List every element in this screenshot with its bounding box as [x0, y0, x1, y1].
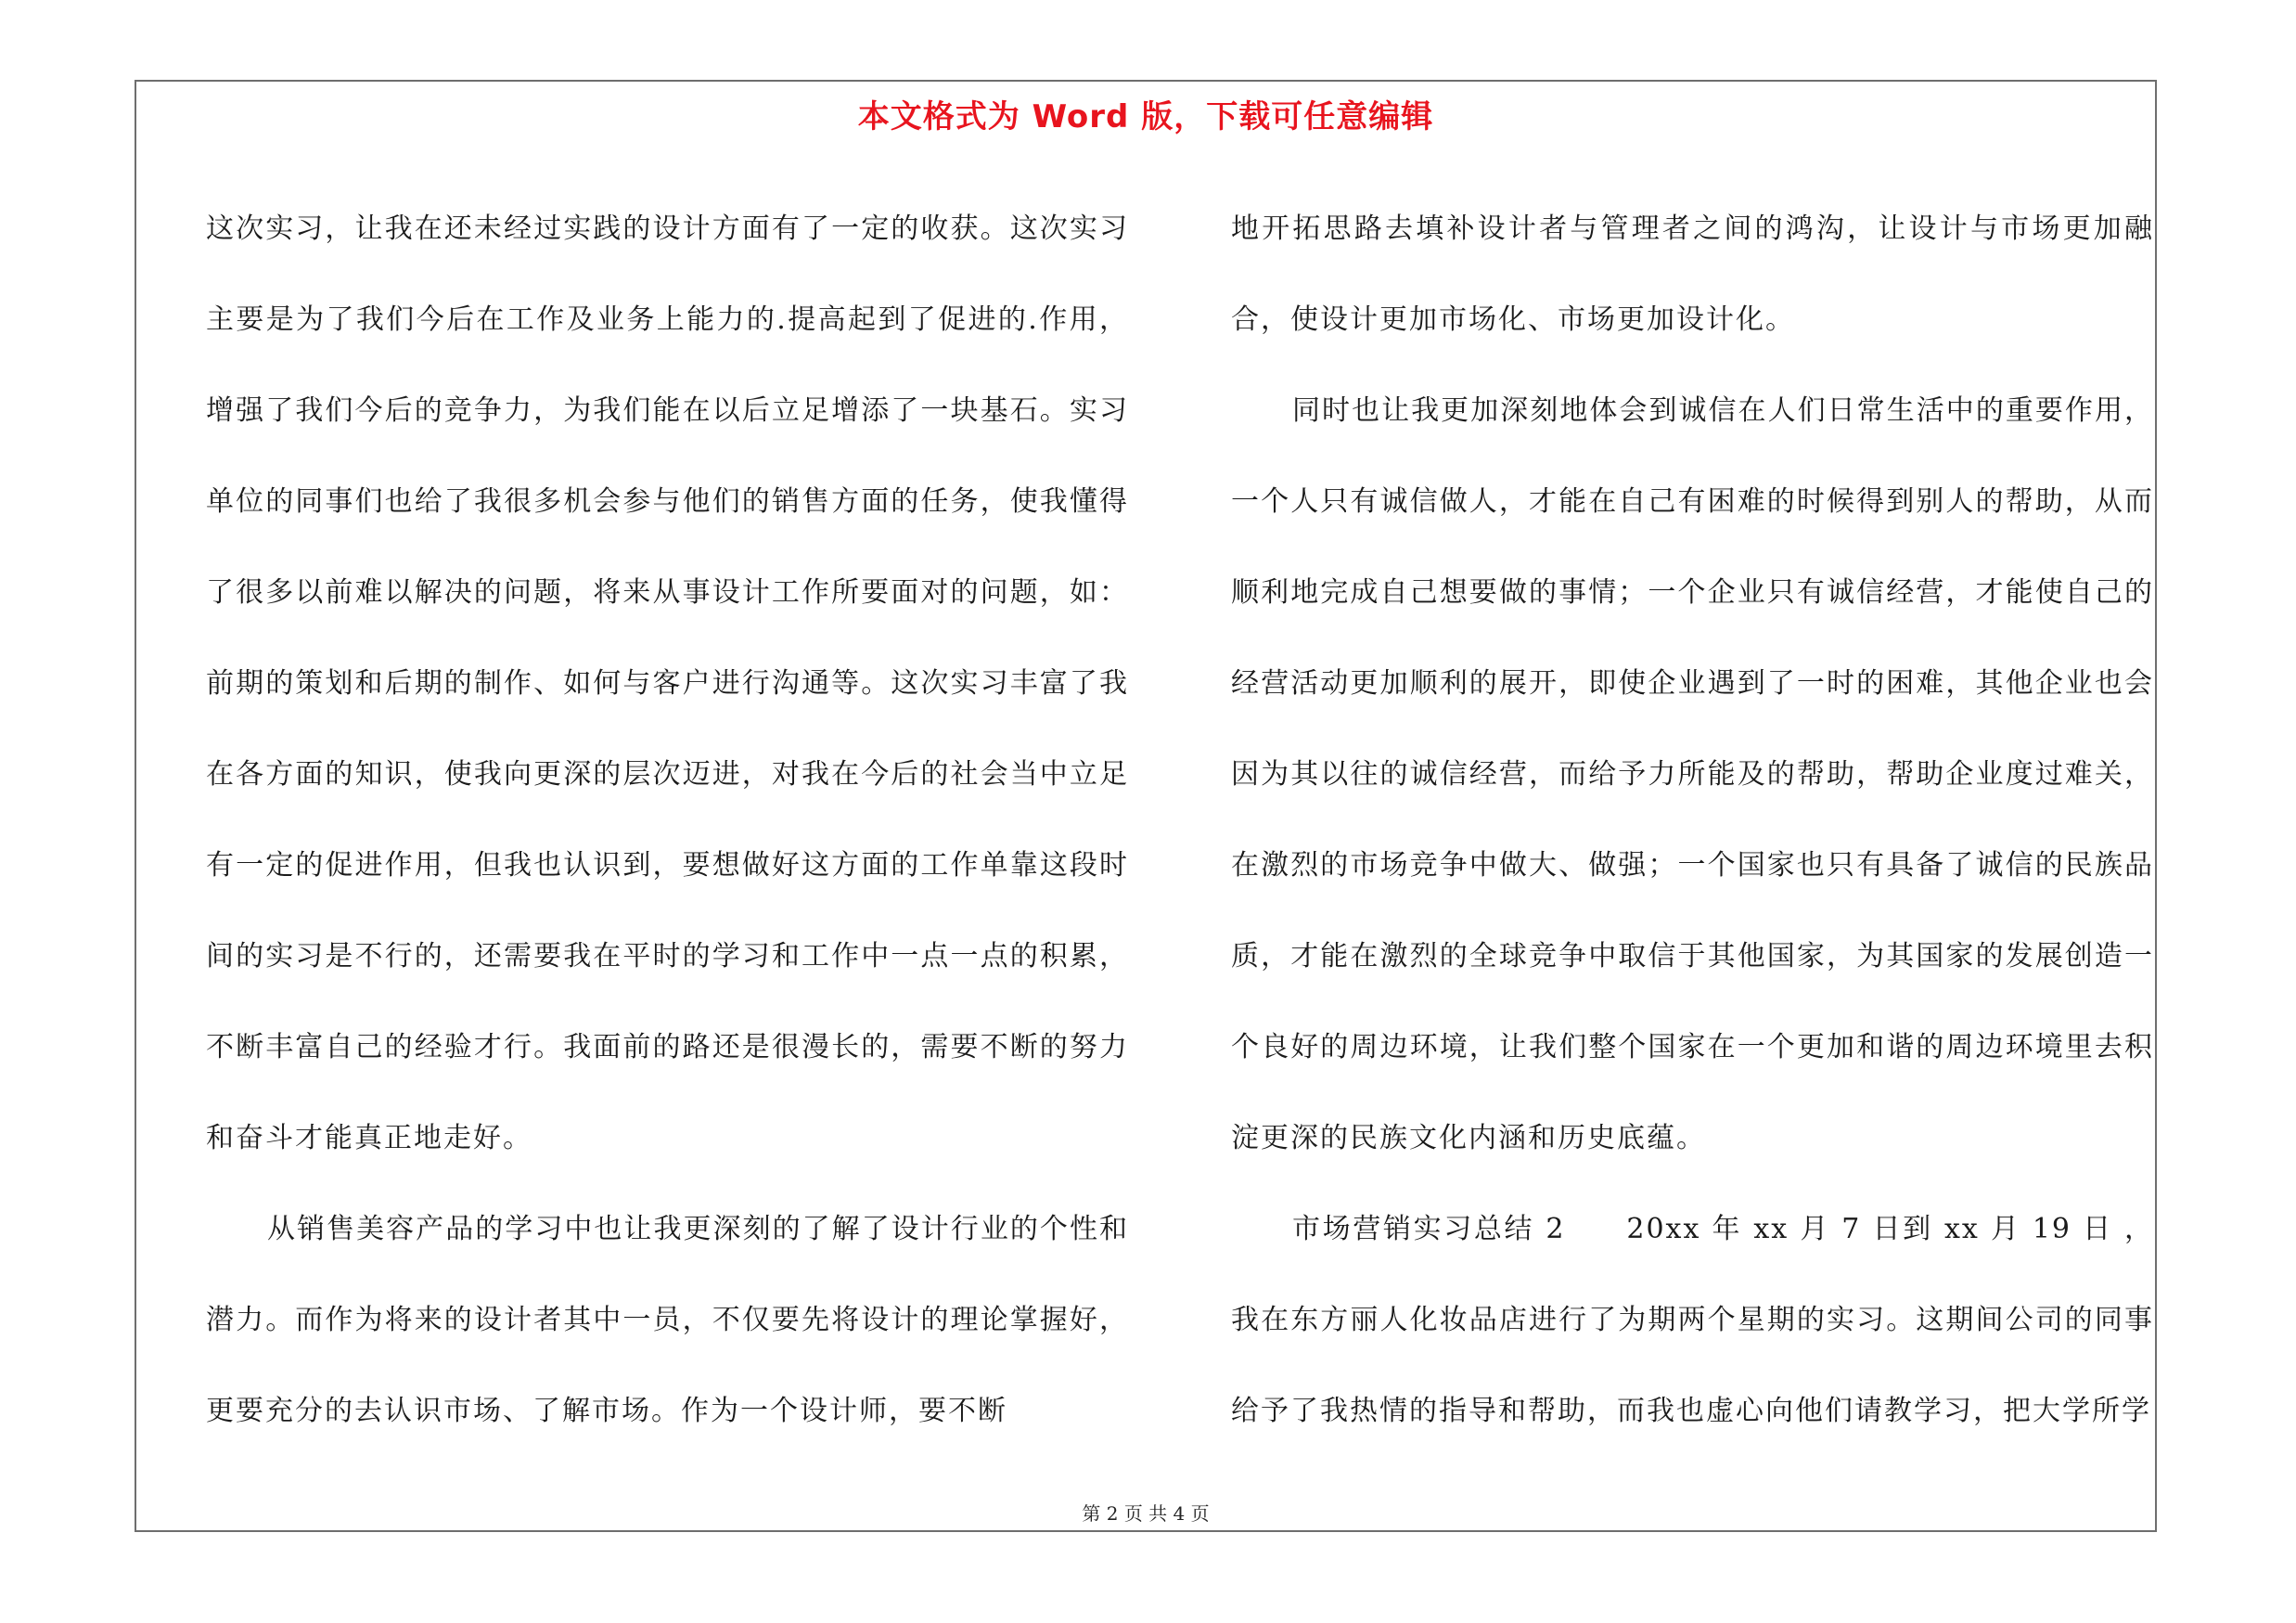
page-frame	[135, 80, 2157, 1532]
paragraph-left-1: 这次实习，让我在还未经过实践的设计方面有了一定的收获。这次实习主要是为了我们今后在工作及业务上能力的.提高起到了促进的.作用，增强了我们今后的竞争力，为我们能在以后立足增添了一块基石。实习单位的同事们也给了我很多机会参与他们的销售方面的任务，使我懂得了很多以前难以解决的问题，将来从事设计工作所要面对的问题，如：前期的策划和后期的制作、如何与客户进行沟通等。这次实习丰富了我在各方面的知识，使我向更深的层次迈进，对我在今后的社会当中立足有一定的促进作用，但我也认识到，要想做好这方面的工作单靠这段时间的实习是不行的，还需要我在平时的学习和工作中一点一点的积累，不断丰富自己的经验才行。我面前的路还是很漫长的，需要不断的努力和奋斗才能真正地走好。	[206, 213, 1129, 1154]
right-column	[1231, 184, 2154, 1457]
paragraph-right-1: 地开拓思路去填补设计者与管理者之间的鸿沟，让设计与市场更加融合，使设计更加市场化、市场更加设计化。	[1231, 213, 2154, 336]
paragraph-right-3: 市场营销实习总结 2 20xx 年 xx 月 7 日到 xx 月 19 日 ，我在东方丽人化妆品店进行了为期两个星期的实习。这期间公司的同事给予了我热情的指导和帮助，而我也虚心向他们请教学习，把大学所学	[1231, 1213, 2154, 1427]
left-column	[206, 184, 1129, 1457]
paragraph-right-2: 同时也让我更加深刻地体会到诚信在人们日常生活中的重要作用，一个人只有诚信做人，才能在自己有困难的时候得到别人的帮助，从而顺利地完成自己想要做的事情；一个企业只有诚信经营，才能使自己的经营活动更加顺利的展开，即使企业遇到了一时的困难，其他企业也会因为其以往的诚信经营，而给予力所能及的帮助，帮助企业度过难关，在激烈的市场竞争中做大、做强；一个国家也只有具备了诚信的民族品质，才能在激烈的全球竞争中取信于其他国家，为其国家的发展创造一个良好的周边环境，让我们整个国家在一个更加和谐的周边环境里去积淀更深的民族文化内涵和历史底蕴。	[1231, 394, 2154, 1154]
banner-title: 本文格式为 Word 版，下载可任意编辑	[857, 98, 1434, 135]
paragraph-left-2: 从销售美容产品的学习中也让我更深刻的了解了设计行业的个性和潜力。而作为将来的设计者其中一员，不仅要先将设计的理论掌握好，更要充分的去认识市场、了解市场。作为一个设计师，要不断	[206, 1213, 1129, 1427]
page-number-footer: 第 2 页 共 4 页	[1082, 1502, 1210, 1525]
